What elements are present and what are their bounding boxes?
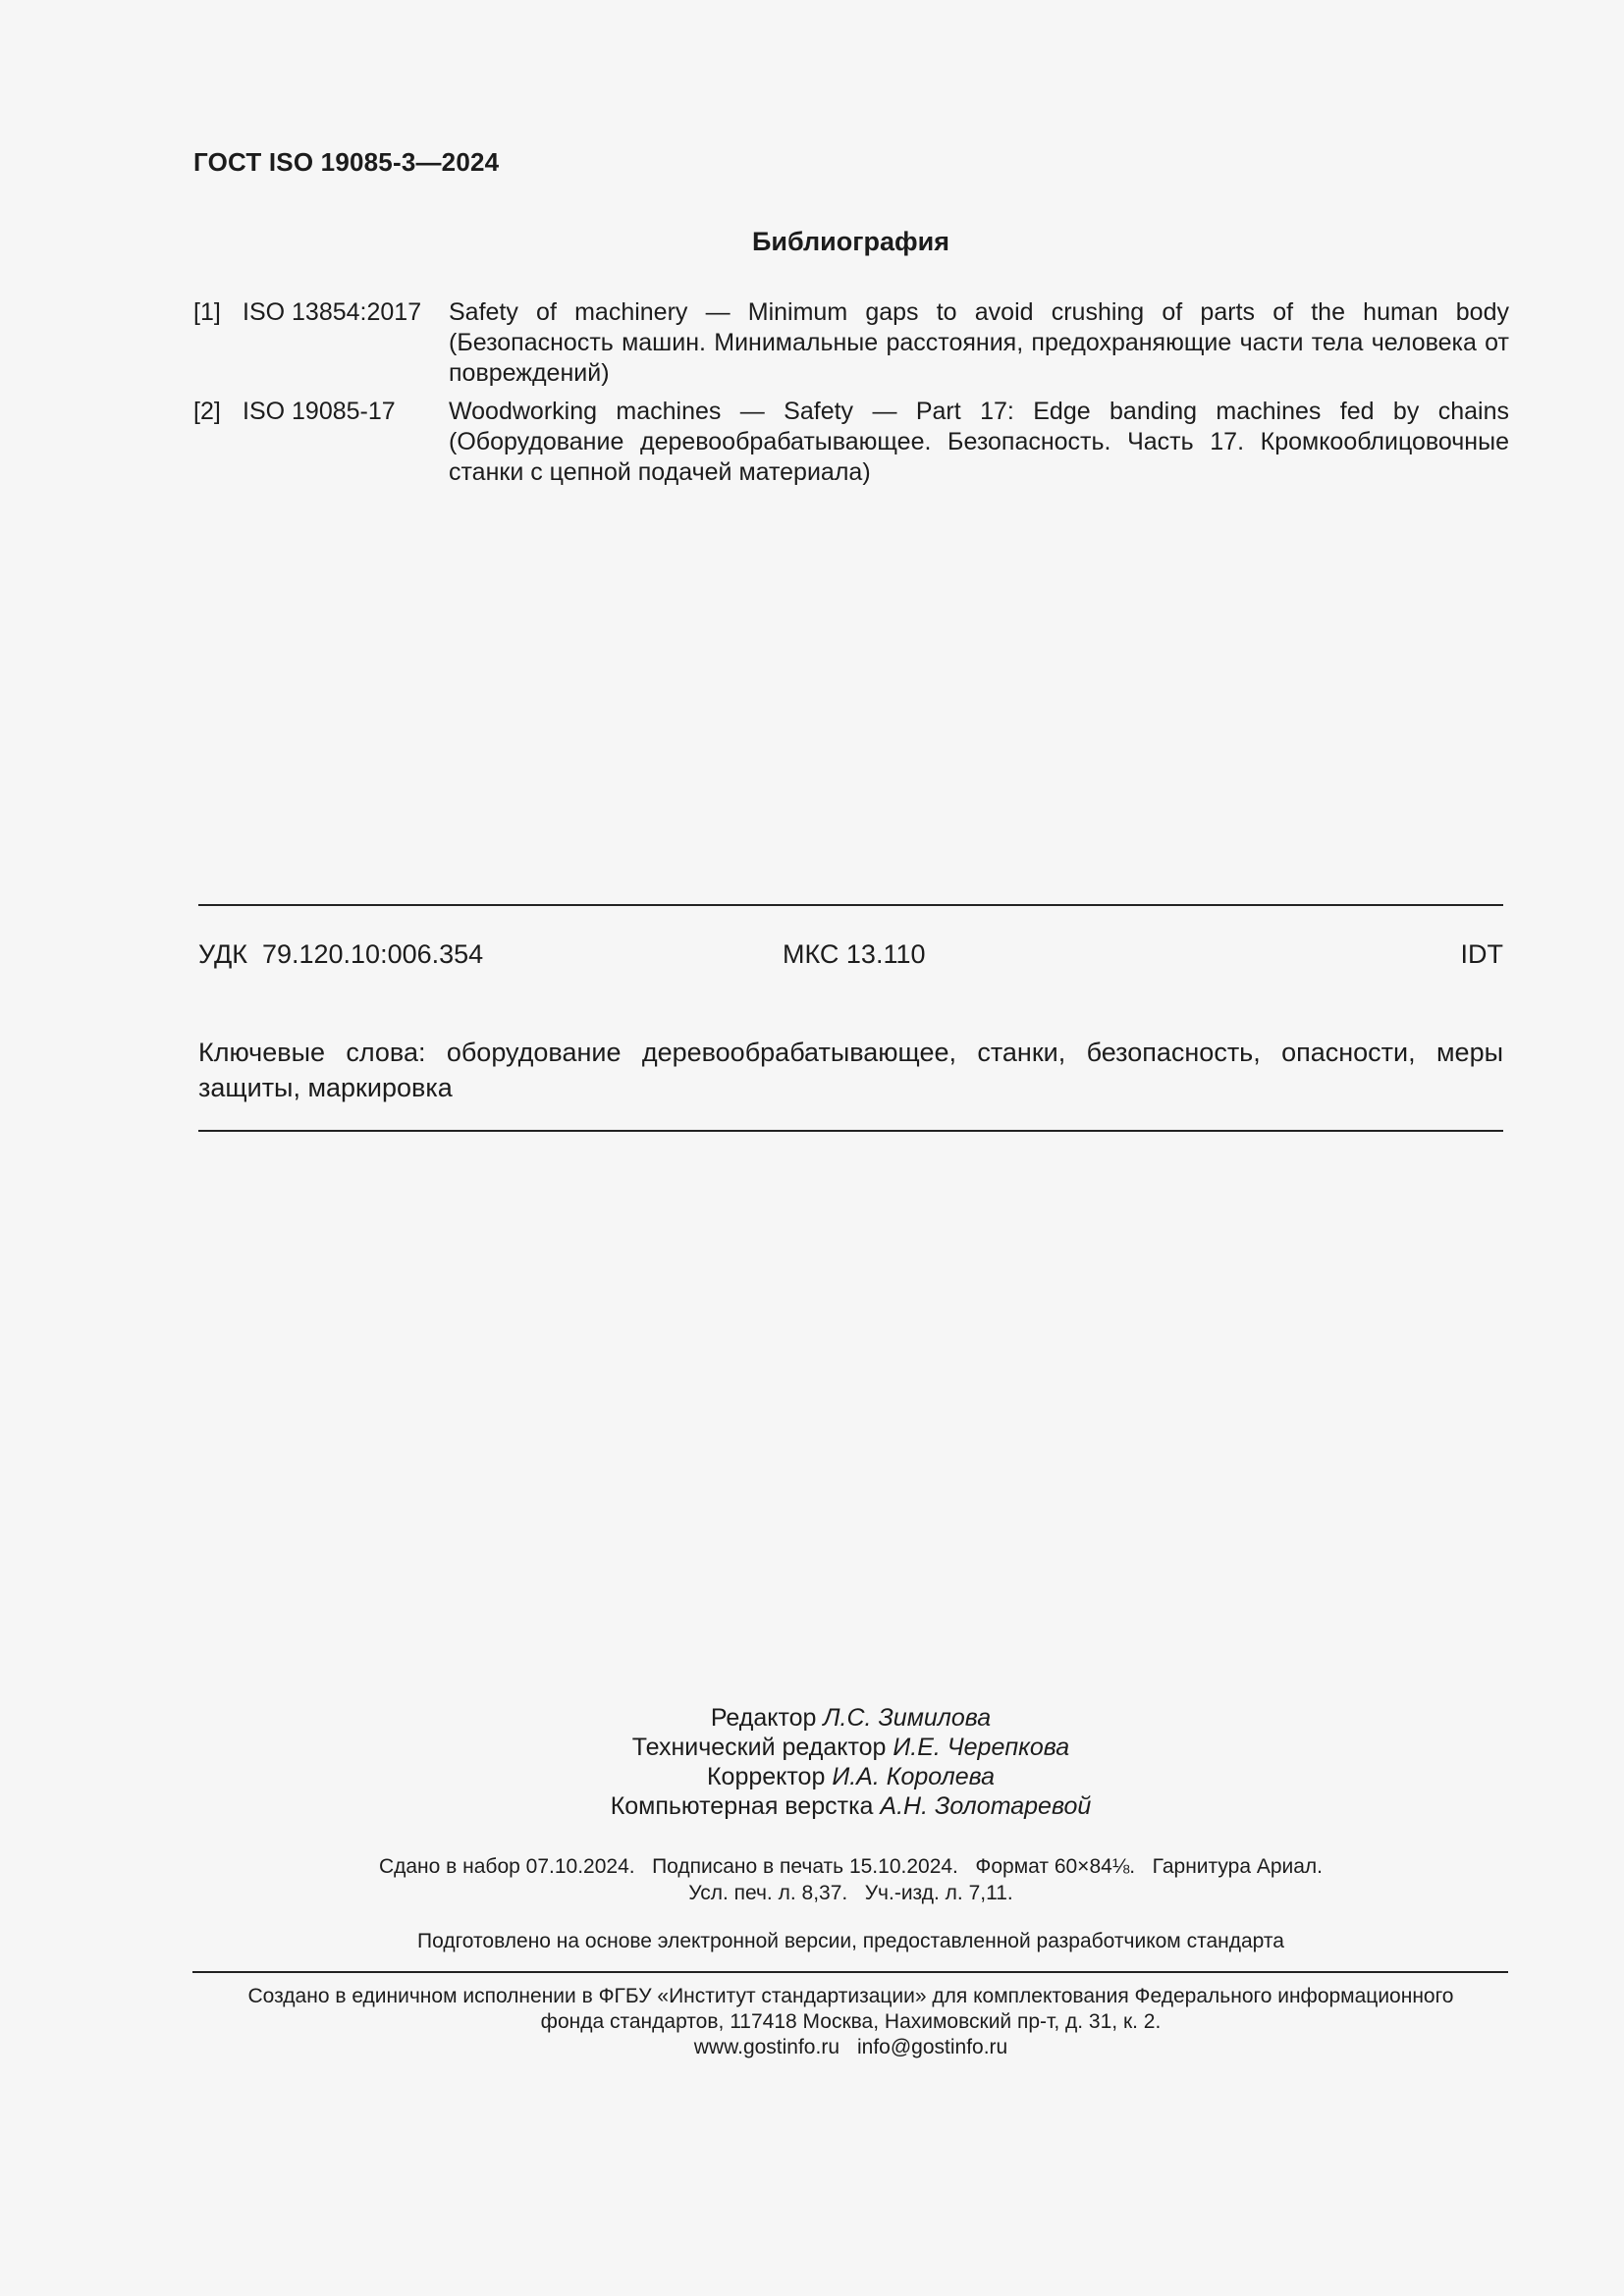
classification-row	[198, 939, 1503, 975]
credit-name: А.Н. Золотаревой	[880, 1792, 1092, 1820]
entry-number: [1]	[193, 298, 221, 326]
bibliography-entry	[193, 397, 1509, 488]
credit-role: Технический редактор	[631, 1734, 887, 1761]
email-link[interactable]: info@gostinfo.ru	[857, 2036, 1008, 2058]
keywords: Ключевые слова: оборудование деревообрабатывающее, станки, безопасность, опасности, меры защиты, маркировка	[198, 1038, 1503, 1102]
entry-text: Woodworking machines — Safety — Part 17: Edge banding machines fed by chains (Оборудование деревообрабатывающее. Безопасность. Часть 17. Кромкооблицовочные станки с цепной подачей материала)	[449, 398, 1509, 486]
imprint-line-1: Сдано в набор 07.10.2024. Подписано в печать 15.10.2024. Формат 60×84⅛. Гарнитура Ариал.	[378, 1855, 1324, 1878]
created-note	[0, 1984, 1624, 2060]
bibliography-entry	[193, 297, 1509, 389]
credit-name: И.Е. Черепкова	[893, 1734, 1070, 1761]
divider-top	[198, 904, 1503, 906]
entry-text: Safety of machinery — Minimum gaps to avoid crushing of parts of the human body (Безопасность машин. Минимальные расстояния, предохраняющие части тела человека от повреждений)	[449, 298, 1509, 387]
created-line-2: фонда стандартов, 117418 Москва, Нахимовский пр-т, д. 31, к. 2.	[540, 2010, 1162, 2033]
divider-imprint	[192, 1971, 1508, 1973]
mks-code: МКС 13.110	[783, 939, 926, 969]
entry-reference: ISO 13854:2017	[243, 298, 422, 326]
prepared-note: Подготовлено на основе электронной версии, предоставленной разработчиком стандарта	[417, 1930, 1284, 1952]
bibliography-title: Библиография	[752, 227, 949, 256]
created-line-1: Создано в единичном исполнении в ФГБУ «Институт стандартизации» для комплектования Федерального информационного	[247, 1985, 1454, 2007]
credit-line	[0, 1733, 1624, 1762]
credit-role: Редактор	[710, 1704, 817, 1732]
credit-role: Компьютерная верстка	[610, 1792, 874, 1820]
editorial-credits	[0, 1703, 1624, 1821]
contacts	[0, 2035, 1624, 2060]
entry-number: [2]	[193, 398, 221, 425]
udk-code: УДК 79.120.10:006.354	[198, 939, 484, 969]
website-link[interactable]: www.gostinfo.ru	[693, 2036, 839, 2058]
bibliography-list	[193, 297, 1509, 496]
credit-role: Корректор	[706, 1763, 826, 1790]
credit-name: Л.С. Зимилова	[823, 1704, 992, 1732]
idt-label: IDT	[1460, 939, 1503, 969]
credit-line	[0, 1762, 1624, 1791]
divider-bottom	[198, 1130, 1503, 1132]
entry-reference: ISO 19085-17	[243, 398, 396, 425]
imprint-info	[0, 1853, 1624, 1906]
document-code-header: ГОСТ ISO 19085-3—2024	[193, 147, 500, 177]
imprint-line-2: Усл. печ. л. 8,37. Уч.-изд. л. 7,11.	[688, 1882, 1013, 1904]
credit-name: И.А. Королева	[832, 1763, 996, 1790]
credit-line	[0, 1703, 1624, 1733]
credit-line	[0, 1791, 1624, 1821]
